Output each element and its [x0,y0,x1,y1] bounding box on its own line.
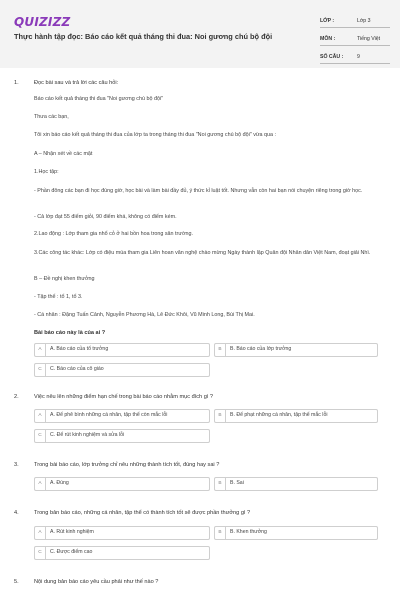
option-letter: C [35,547,46,559]
option-letter: B [215,478,226,490]
meta-count-label: SỐ CÂU : [320,53,344,60]
option-text: C. Để rút kinh nghiệm và sửa lỗi [50,432,125,439]
meta-class-value: Lớp 3 [357,17,371,24]
passage-line: Báo cáo kết quả tháng thi đua "Noi gương chú bộ đội" [34,96,164,102]
sub-question: Bài báo cáo này là của ai ? [34,330,106,336]
option-b[interactable] [214,526,378,540]
passage-line: - Cá nhân : Đặng Tuấn Cảnh, Nguyễn Phương Hà, Lê Đức Khôi, Vũ Minh Long, Bùi Thị Mai. [34,312,255,318]
passage-line: 1.Học tập: [34,169,59,175]
option-text: C. Được điểm cao [50,549,93,556]
passage-line: Tôi xin báo cáo kết quả tháng thi đua của lớp ta trong tháng thi đua "Noi gương chú bộ đội" vừa qua : [34,132,276,138]
passage-line: - Phần đông các bạn đi học đúng giờ, học bài và làm bài đầy đủ, ý thức kỉ luật tốt. Nhưng vẫn còn hai bạn nói chuyện riêng trong giờ học. [34,188,363,194]
option-text: A. Để phê bình những cá nhân, tập thể còn mắc lỗi [50,412,168,419]
meta-subject-row [320,32,390,46]
option-text: A. Rút kinh nghiệm [50,529,94,536]
question-text: Đọc bài sau và trả lời các câu hỏi: [34,80,119,86]
worksheet-meta [320,14,390,68]
option-a[interactable] [34,526,210,540]
passage-line: B – Đề nghị khen thưởng [34,276,95,282]
meta-count-value: 9 [357,53,360,60]
option-text: B. Báo cáo của lớp trưởng [230,346,292,353]
quizizz-logo: QUIZIZZ [14,15,71,29]
meta-class-label: LỚP : [320,17,335,24]
worksheet-title: Thực hành tập đọc: Báo cáo kết quả tháng thi đua: Noi gương chú bộ đội [14,32,273,41]
option-c[interactable] [34,546,210,560]
option-letter: B [215,527,226,539]
question-number: 3. [14,462,19,468]
option-text: A. Đúng [50,480,69,487]
option-b[interactable] [214,343,378,357]
option-text: B. Sai [230,480,244,487]
question-number: 1. [14,80,19,86]
option-letter: A [35,478,46,490]
passage-line: 2.Lao động : Lớp tham gia nhổ cỏ ở hai bồn hoa trong sân trường. [34,231,193,237]
meta-class-row [320,14,390,28]
meta-subject-value: Tiếng Việt [357,35,381,42]
option-a[interactable] [34,343,210,357]
question-text: Trong bài báo cáo, lớp trưởng chỉ nêu những thành tích tốt, đúng hay sai ? [34,462,220,468]
option-letter: C [35,364,46,376]
passage-line: - Cả lớp đạt 55 điểm giỏi, 90 điểm khá, không có điểm kém. [34,214,177,220]
option-text: B. Khen thưởng [230,529,267,536]
worksheet-header [0,0,400,68]
option-letter: A [35,527,46,539]
option-a[interactable] [34,409,210,423]
question-text: Nội dung bản báo cáo yêu cầu phải như thế nào ? [34,579,159,585]
question-text: Trong bản báo cáo, những cá nhân, tập thể có thành tích tốt sẽ được phần thưởng gì ? [34,510,251,516]
question-number: 2. [14,394,19,400]
option-letter: B [215,410,226,422]
option-text: A. Báo cáo của tổ trưởng [50,346,109,353]
question-number: 4. [14,510,19,516]
option-b[interactable] [214,409,378,423]
option-a[interactable] [34,477,210,491]
option-letter: A [35,344,46,356]
option-text: B. Để phạt những cá nhân, tập thể mắc lỗi [230,412,328,419]
option-c[interactable] [34,429,210,443]
passage-line: 3.Các công tác khác: Lớp có điệu múa tham gia Liên hoan văn nghệ chào mừng Ngày thành lập Quân đội Nhân dân Việt Nam, đoạt giải Nhì. [34,250,371,256]
option-b[interactable] [214,477,378,491]
option-letter: B [215,344,226,356]
question-number: 5. [14,579,19,585]
option-letter: C [35,430,46,442]
passage-line: A – Nhận xét về các mặt [34,151,93,157]
option-c[interactable] [34,363,210,377]
option-text: C. Báo cáo của cô giáo [50,366,104,373]
passage-line: Thưa các bạn, [34,114,69,120]
question-text: Việc nêu lên những điểm hạn chế trong bài báo cáo nhằm mục đích gì ? [34,394,214,400]
meta-count-row [320,50,390,64]
meta-subject-label: MÔN : [320,35,336,42]
passage-line: - Tập thể : tổ 1, tổ 3. [34,294,83,300]
option-letter: A [35,410,46,422]
